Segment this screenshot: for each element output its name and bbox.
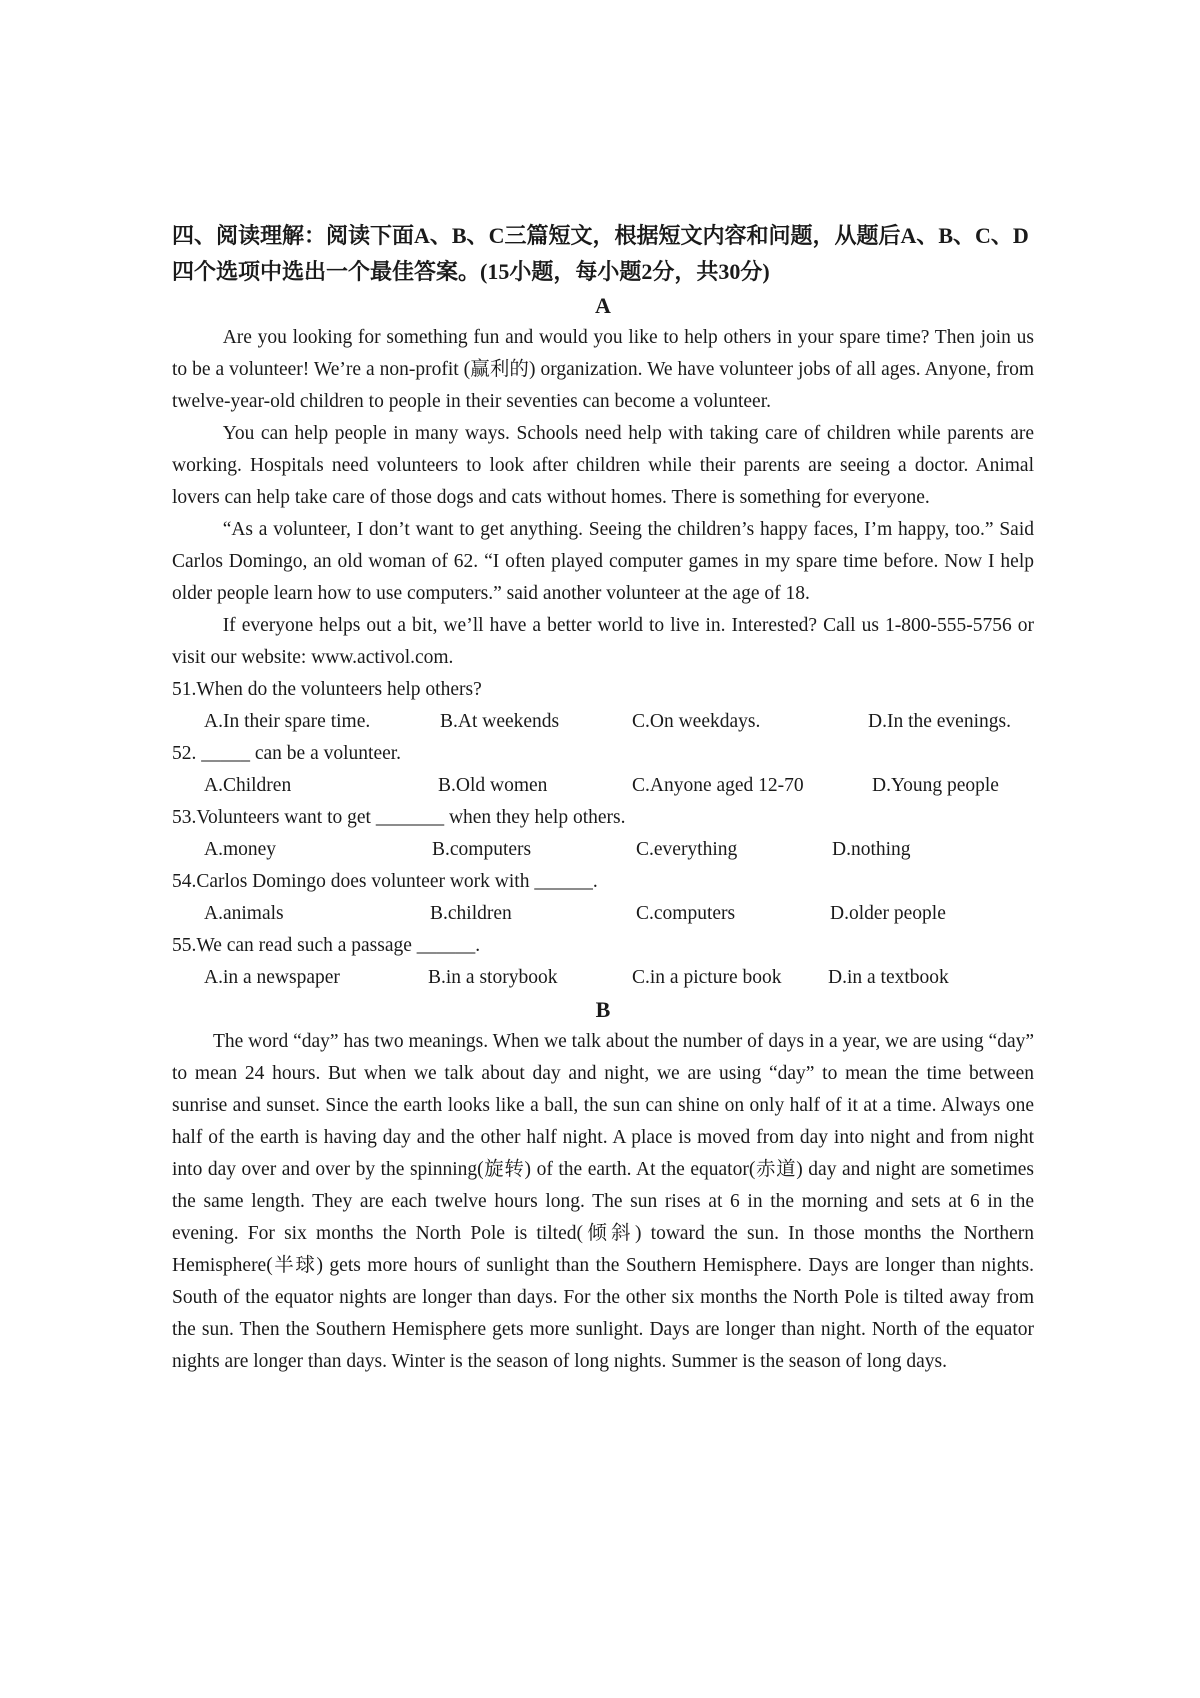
option-d: D.older people (830, 903, 946, 924)
option-b: B.children (430, 903, 512, 924)
question-stem: 54.Carlos Domingo does volunteer work with ______. (172, 871, 598, 892)
passage-a-title: A (595, 293, 611, 318)
question-55 (172, 930, 1034, 994)
question-stem: 53.Volunteers want to get _______ when they help others. (172, 807, 626, 828)
question-options (172, 770, 1034, 802)
passage-a-paragraph: Are you looking for something fun and would you like to help others in your spare time? Then join us to be a volunteer! We’re a non-profit (赢利的) organization. We have volunteer jobs of all ages. Anyone, from twelve-year-old children to people in their seventies can become a volunteer. (172, 327, 1034, 412)
passage-a-paragraph: “As a volunteer, I don’t want to get anything. Seeing the children’s happy faces, I’m happy, too.” Said Carlos Domingo, an old woman of 62. “I often played computer games in my spare time before. Now I help older people learn how to use computers.” said another volunteer at the age of 18. (172, 519, 1034, 604)
question-options (172, 898, 1034, 930)
option-d: D.nothing (832, 839, 911, 860)
option-b: B.Old women (438, 775, 548, 796)
passage-b (172, 1026, 1034, 1378)
question-53 (172, 802, 1034, 866)
question-stem: 51.When do the volunteers help others? (172, 679, 482, 700)
option-d: D.Young people (872, 775, 999, 796)
option-b: B.in a storybook (428, 967, 558, 988)
section-instructions: 四、阅读理解：阅读下面A、B、C三篇短文，根据短文内容和问题，从题后A、B、C、D四个选项中选出一个最佳答案。(15小题，每小题2分，共30分) (172, 223, 1029, 284)
passage-a (172, 322, 1034, 674)
question-options (172, 706, 1034, 738)
exam-page (172, 218, 1034, 1378)
option-a: A.in a newspaper (204, 967, 340, 988)
option-b: B.computers (432, 839, 532, 860)
question-options (172, 834, 1034, 866)
option-a: A.Children (204, 775, 292, 796)
option-b: B.At weekends (440, 711, 560, 732)
question-list (172, 674, 1034, 994)
passage-b-paragraph: The word “day” has two meanings. When we talk about the number of days in a year, we are using “day” to mean 24 hours. But when we talk about day and night, we are using “day” to mean the time between sunrise and sunset. Since the earth looks like a ball, the sun can shine on only half of it at a time. Always one half of the earth is having day and the other half night. A place is moved from day into night and from night into day over and over by the spinning(旋转) of the earth. At the equator(赤道) day and night are sometimes the same length. They are each twelve hours long. The sun rises at 6 in the morning and sets at 6 in the evening. For six months the North Pole is tilted(倾斜) toward the sun. In those months the Northern Hemisphere(半球) gets more hours of sunlight than the Southern Hemisphere. Days are longer than nights. South of the equator nights are longer than days. For the other six months the North Pole is tilted away from the sun. Then the Southern Hemisphere gets more sunlight. Days are longer than night. North of the equator nights are longer than days. Winter is the season of long nights. Summer is the season of long days. (172, 1031, 1034, 1372)
question-52 (172, 738, 1034, 802)
question-options (172, 962, 1034, 994)
question-stem: 52. _____ can be a volunteer. (172, 743, 402, 764)
option-a: A.money (204, 839, 277, 860)
option-c: C.everything (636, 839, 738, 860)
question-stem: 55.We can read such a passage ______. (172, 935, 481, 956)
option-c: C.On weekdays. (632, 711, 761, 732)
option-c: C.in a picture book (632, 967, 782, 988)
passage-b-title: B (595, 997, 611, 1022)
option-a: A.In their spare time. (204, 711, 371, 732)
option-d: D.in a textbook (828, 967, 949, 988)
question-51 (172, 674, 1034, 738)
question-54 (172, 866, 1034, 930)
option-c: C.Anyone aged 12-70 (632, 775, 804, 796)
option-a: A.animals (204, 903, 284, 924)
passage-a-paragraph: You can help people in many ways. Schools need help with taking care of children while parents are working. Hospitals need volunteers to look after children while their parents are seeing a doctor. Animal lovers can help take care of those dogs and cats without homes. There is something for everyone. (172, 423, 1034, 508)
passage-a-paragraph: If everyone helps out a bit, we’ll have a better world to live in. Interested? Call us 1-800-555-5756 or visit our website: www.activol.com. (172, 615, 1034, 668)
option-d: D.In the evenings. (868, 711, 1011, 732)
option-c: C.computers (636, 903, 736, 924)
